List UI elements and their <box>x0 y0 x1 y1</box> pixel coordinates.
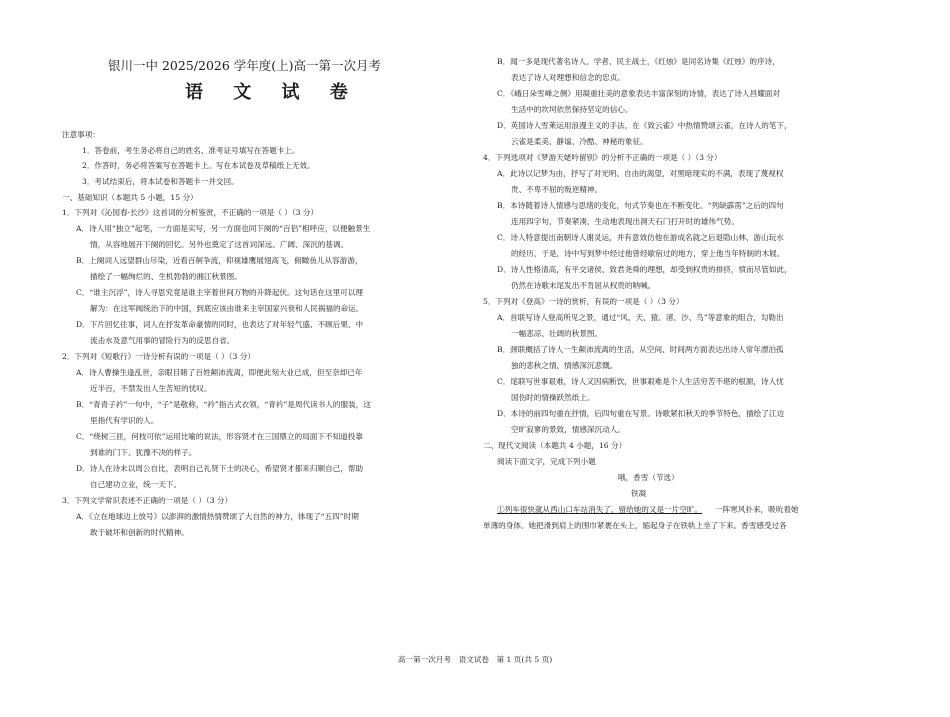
option-line: A．首联写诗人登高所见之景，通过“风、天、猿、渚、沙、鸟”等意象的组合，勾勒出 <box>497 313 784 322</box>
passage-line: 一阵寒风扑来，吸吮着她 <box>715 505 799 514</box>
option-line: 流击水及意气用事的冒险行为的反思自省。 <box>90 336 235 345</box>
subject-title: 语 文 试 卷 <box>185 82 360 103</box>
option-line: D．诗人性格清高，有平交诸侯、致君尧舜的理想，却受到权贵的排挤，愤而尽管如此， <box>497 265 792 274</box>
option-line: B．上阕词人远望群山尽染，近看百舸争流，仰视雄鹰展翅高飞，俯瞰鱼儿从容游游， <box>76 256 363 265</box>
option-line: 描绘了一幅绚烂的、生机勃勃的湘江秋景图。 <box>90 272 242 281</box>
option-line: 云雀是柔美、静谧、冷酷、神秘的象征。 <box>511 137 648 146</box>
section-heading: 二、现代文阅读（本题共 4 小题，16 分） <box>483 441 627 450</box>
option-line: D．英国诗人雪莱运用浪漫主义的手法，在《致云雀》中热情赞颂云雀，在诗人的笔下， <box>497 121 792 130</box>
option-line: 近半百，不禁发出人生苦短的忧叹。 <box>90 384 212 393</box>
option-line: 生活中的坎坷依然保持坚定的信心。 <box>511 105 633 114</box>
option-line: B．本诗随着诗人情感与思绪的变化，句式节奏也在不断变化。“列缺霹雳”之后的四句 <box>497 201 784 210</box>
option-line: 独的悲秋之情，情感深沉悲慨。 <box>511 361 618 370</box>
option-line: 连用四字句，节奏紧凑，生动地表现出洞天石门打开时的雄伟气势。 <box>511 217 739 226</box>
notice-item: 3．考试结束后，将本试卷和答题卡一并交回。 <box>82 177 239 186</box>
passage-title: 哦，香雪（节选） <box>618 473 679 482</box>
option-line: 自己建功立业，统一天下。 <box>90 480 182 489</box>
option-line: 一幅悲凉、壮阔的秋景图。 <box>511 329 603 338</box>
option-line: A．诗人曹操生逢乱世，亲眼目睹了百姓颠沛流离，即便此刻大业已成，但至奈却已年 <box>76 368 363 377</box>
option-line: C．“绕树三匝，何枝可依”运用比喻的说法，形容贤才在三国鼎立的局面下不知道投靠 <box>76 432 363 441</box>
option-line: 表达了诗人对理想和信念的忠贞。 <box>511 73 625 82</box>
question-stem: 2．下列对《短歌行》一诗分析有误的一项是（ ）（3 分） <box>62 352 255 361</box>
option-line: A．《立在地球边上放号》以澎湃的激情热情赞颂了大自然的神力，体现了“五四”时期 <box>76 512 359 521</box>
question-stem: 1．下列对《沁园春·长沙》这首词的分析鉴赏，不正确的一项是（ ）（3 分） <box>62 208 319 217</box>
passage-author: 铁凝 <box>631 489 647 498</box>
option-line: D．本诗的前四句重在抒情，后四句重在写景。诗歌紧扣秋天的季节特色，描绘了江边 <box>497 409 785 418</box>
option-line: B．闻一多是现代著名诗人、学者、民主战士，《红烛》是同名诗集《红烛》的序诗， <box>497 57 780 66</box>
option-line: C．诗人特意提出南朝诗人谢灵运，并有意效仿他在游成名就之后退隐山林、游山玩水 <box>497 233 784 242</box>
notice-item: 2．作答时，务必将答案写在答题卡上。写在本试卷及草稿纸上无效。 <box>82 161 315 170</box>
question-stem: 3．下列文学常识表述不正确的一项是（ ）（3 分） <box>62 496 233 505</box>
option-line: 的经历，于是，诗中写到梦中经过他曾经歇宿过的地方，穿上他当年特制的木屐。 <box>511 249 785 258</box>
page-footer: 高一第一次月考 语文试卷 第 1 页(共 5 页) <box>397 655 553 664</box>
option-line: 情，从容地展开下阕的回忆。另外也奠定了这首词深远、广阔、深沉的基调。 <box>90 240 349 249</box>
option-line: B．颈联概括了诗人一生颠沛流离的生活，从空间、时间两方面表达出诗人常年漂泊孤 <box>497 345 784 354</box>
exam-title: 银川一中 2025/2026 学年度(上)高一第一次月考 <box>108 58 382 73</box>
option-line: B．“青青子衿”一句中，“子”是敬称，“衿”指古式衣领，“青衿”是周代读书人的服装，这 <box>76 400 371 409</box>
passage-underlined-sentence: ①列车很快就从西山口车站消失了，留给她的又是一片空旷。 <box>497 505 703 514</box>
option-line: A．此诗以记梦为由，抒写了对光明、自由的渴望，对黑暗现实的不满，表现了蔑视权 <box>497 169 784 178</box>
option-line: D．诗人在诗末以周公自比，表明自己礼贤下士的决心，希望贤才都来归顺自己，帮助 <box>76 464 364 473</box>
option-line: A．诗人用“独立”起笔，一方面是实写，另一方面也同下阕的“百侣”相呼应，以便触景生 <box>76 224 371 233</box>
option-line: D．下片回忆往事，词人在抒发革命豪情的同时，也表达了对年轻气盛、不顾后果、中 <box>76 320 364 329</box>
notice-heading: 注意事项： <box>62 130 100 139</box>
notice-item: 1．答卷前，考生务必将自己的姓名、准考证号填写在答题卡上。 <box>82 146 300 155</box>
option-line: C．尾联写世事艰难，诗人又因病断饮，世事艰难是个人生活穷苦不堪的根源，诗人忧 <box>497 377 784 386</box>
passage-line: 单薄的身体。她把滑到肩上的围巾紧裹在头上，缩起身子在铁轨上坐了下来。香雪感受过各 <box>483 521 787 530</box>
option-line: 解为：在这军阀统治下的中国，到底应该由谁来主宰国家兴衰和人民祸福的命运。 <box>90 304 364 313</box>
option-line: 仍然在诗歌末尾发出不肯屈从权贵的呐喊。 <box>511 281 656 290</box>
option-line: 敢于破坏和创新的时代精神。 <box>90 528 189 537</box>
option-line: C．《峨日朵雪峰之侧》用凝重壮美的意象表达丰富深刻的诗情，表达了诗人昌耀面对 <box>497 89 780 98</box>
option-line: C．“谁主沉浮”，诗人寻思究竟是谁主宰着世间万物的升降起伏。这句话在这里可以理 <box>76 288 363 297</box>
option-line: 空旷寂寥的景致，情感深沉动人。 <box>511 425 625 434</box>
option-line: 到谁的门下、犹豫不决的样子。 <box>90 448 197 457</box>
question-stem: 4．下列选项对《梦游天姥吟留别》的分析不正确的一项是（ ）（3 分） <box>483 153 722 162</box>
option-line: 里指代有学识的人。 <box>90 416 159 425</box>
section-heading: 一、基础知识（本题共 5 小题，15 分） <box>62 193 198 202</box>
question-stem: 5．下列对《登高》一诗的赏析，有误的一项是（ ）（3 分） <box>483 297 684 306</box>
reading-instruction: 阅读下面文字，完成下列小题 <box>497 457 596 466</box>
option-line: 贵、不卑不屈的叛逆精神。 <box>511 185 603 194</box>
option-line: 国伤时的情操跃然纸上。 <box>511 393 595 402</box>
